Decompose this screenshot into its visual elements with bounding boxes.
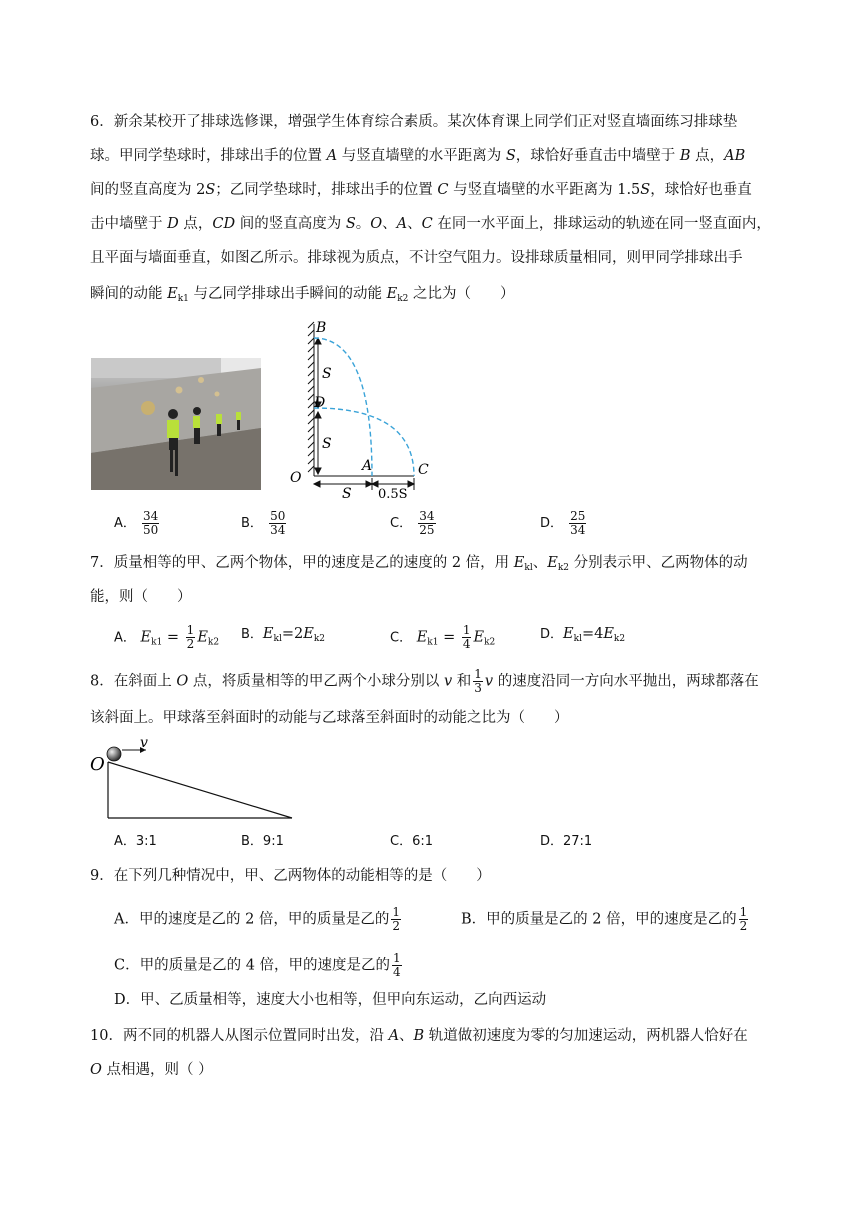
q7-option-d[interactable]: D．$E_{kl}=4E_{k2}$: [540, 626, 626, 644]
q7-option-c[interactable]: C． $E_{k1}$ = $\frac{1}{4}$ $E_{k2}$: [390, 623, 496, 651]
q6-line-1: [90, 112, 800, 132]
volleyball-photo: [91, 358, 261, 490]
q9-option-a[interactable]: A．甲的速度是乙的 2 倍，甲的质量是乙的 $\frac{1}{2}$: [114, 905, 401, 933]
q6-option-d[interactable]: D． $\frac{25}{34}$: [540, 509, 586, 537]
svg-text:S: S: [342, 486, 352, 500]
svg-text:C: C: [418, 462, 429, 478]
svg-text:B: B: [316, 320, 327, 336]
q8-line-1: 8．在斜面上 O 点，将质量相等的甲乙两个小球分别以 v 和 $\frac{1}{3}$ v 的速度沿同一方向水平抛出，两球都落在: [90, 667, 759, 695]
q10-line-1: 10．两不同的机器人从图示位置同时出发，沿 A、B 轨道做初速度为零的匀加速运动，两机器人恰好在: [90, 1028, 748, 1044]
svg-text:S: S: [322, 436, 332, 452]
svg-text:A: A: [362, 458, 373, 474]
svg-text:0.5S: 0.5S: [378, 487, 408, 500]
q9-option-d[interactable]: D．甲、乙质量相等，速度大小也相等，但甲向东运动，乙向西运动: [114, 992, 547, 1008]
q10-line-2: O 点相遇，则（ ）: [90, 1062, 213, 1078]
q8-option-b[interactable]: B．9:1: [241, 834, 284, 849]
q7-line-1: 7．质量相等的甲、乙两个物体，甲的速度是乙的速度的 2 倍，用 $E_{kl}$、$E_{k2}$ 分别表示甲、乙两物体的动: [90, 555, 748, 573]
q6-line-2: 球。甲同学垫球时，排球出手的位置 A 与竖直墙壁的水平距离为 S，球恰好垂直击中墙壁于 B 点，AB: [90, 148, 746, 164]
q7-option-a[interactable]: A． $E_{k1}$ = $\frac{1}{2}$ $E_{k2}$: [114, 623, 220, 651]
svg-text:O: O: [290, 470, 302, 486]
q6-line-3: 间的竖直高度为 2S；乙同学垫球时，排球出手的位置 C 与竖直墙壁的水平距离为 1.5S，球恰好也垂直: [90, 182, 752, 198]
ball-icon: [107, 747, 121, 761]
q6-option-c[interactable]: C． $\frac{34}{25}$: [390, 509, 435, 537]
svg-text:v: v: [140, 736, 148, 751]
q9-line-1: 9．在下列几种情况中，甲、乙两物体的动能相等的是（ ）: [90, 868, 491, 884]
q6-option-b[interactable]: B． $\frac{50}{34}$: [241, 509, 286, 537]
q8-option-a[interactable]: A．3:1: [114, 834, 157, 849]
q9-option-c[interactable]: C．甲的质量是乙的 4 倍，甲的速度是乙的 $\frac{1}{4}$: [114, 951, 401, 979]
q6-line-4: 击中墙壁于 D 点，CD 间的竖直高度为 S。O、A、C 在同一水平面上，排球运动的轨迹在同一竖直面内，: [90, 216, 771, 232]
svg-text:S: S: [322, 366, 332, 382]
q7-line-2: 能，则（ ）: [90, 589, 192, 605]
svg-text:O: O: [90, 754, 105, 775]
q6-option-a[interactable]: A． $\frac{34}{50}$: [114, 509, 159, 537]
q6-line-6: 瞬间的动能 $E_{k1}$ 与乙同学排球出手瞬间的动能 $E_{k2}$ 之比为（ ）: [90, 286, 515, 304]
q6-trajectory-diagram: [288, 316, 448, 500]
q8-option-c[interactable]: C．6:1: [390, 834, 433, 849]
q7-option-b[interactable]: B．$E_{kl}=2E_{k2}$: [241, 626, 326, 644]
q8-incline-diagram: [88, 736, 298, 822]
q6-text: 6．新余某校开了排球选修课，增强学生体育综合素质。某次体育课上同学们正对竖直墙面练习排球垫: [90, 114, 738, 130]
q6-line-5: 且平面与墙面垂直，如图乙所示。排球视为质点，不计空气阻力。设排球质量相同，则甲同学排球出手: [90, 250, 743, 266]
svg-text:D: D: [314, 395, 326, 411]
q9-option-b[interactable]: B．甲的质量是乙的 2 倍，甲的速度是乙的 $\frac{1}{2}$: [461, 905, 748, 933]
q8-line-2: 该斜面上。甲球落至斜面时的动能与乙球落至斜面时的动能之比为（ ）: [90, 710, 569, 726]
q8-option-d[interactable]: D．27:1: [540, 834, 593, 849]
